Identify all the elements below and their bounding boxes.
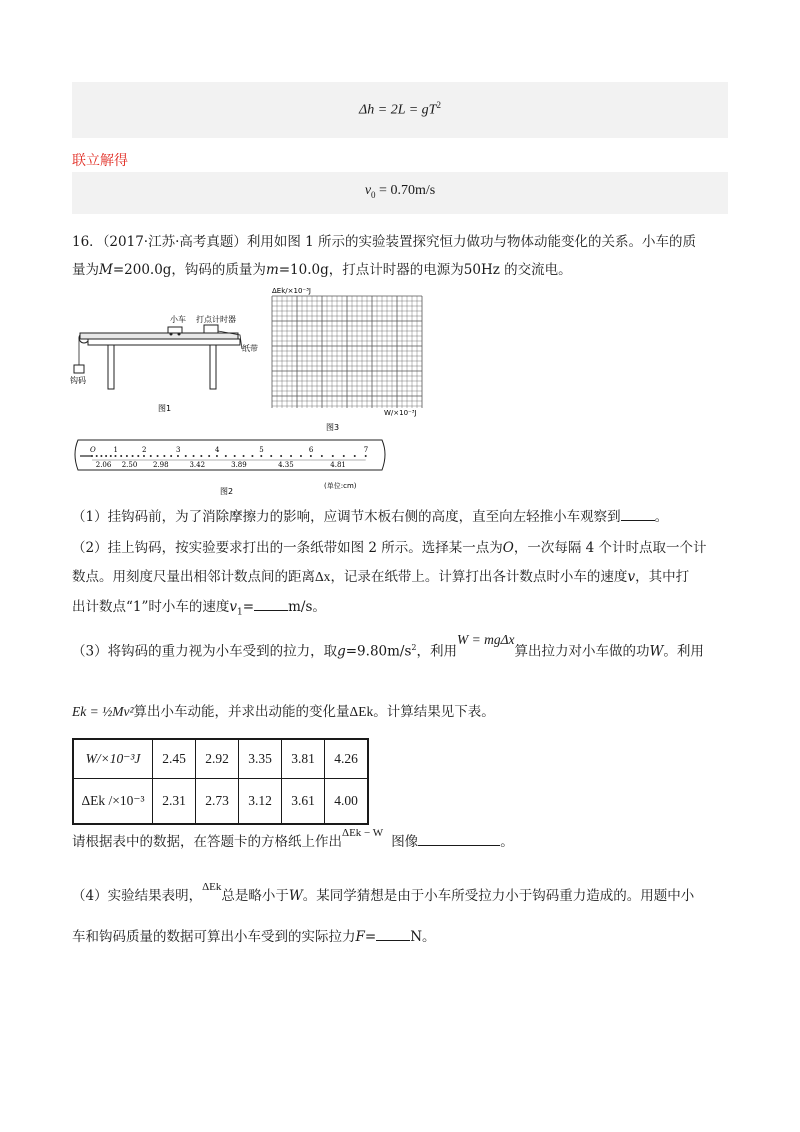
equation-box-1 — [72, 82, 728, 138]
answer-blank-q4[interactable] — [376, 940, 410, 941]
tape-point-label: 5 — [259, 446, 264, 454]
work-formula: W = mgΔx — [457, 631, 515, 647]
tape-dot — [177, 455, 179, 457]
tape-point-label: O — [90, 446, 96, 454]
tape-point-label: 3 — [175, 446, 181, 454]
table-cell: 3.81 — [282, 739, 325, 779]
table-leg-left — [108, 345, 114, 389]
tape-dot — [365, 455, 367, 457]
tape-segment-label: 3.89 — [231, 461, 247, 469]
tape-segment-label: 2.06 — [95, 461, 112, 469]
question-2-line-1: （2）挂上钩码，按实验要求打出的一条纸带如图 2 所示。选择某一点为O，一次每隔 4 个计时点取一个计 — [72, 540, 707, 556]
tape-dot — [200, 455, 202, 457]
tape-dot — [96, 455, 98, 457]
figure-2-caption: 图2 — [220, 487, 234, 496]
tape-dot — [251, 455, 253, 457]
question-2-line-3: 出计数点“1”时小车的速度$v_1= m/s$。 — [72, 599, 326, 618]
label-weight: 钩码 — [70, 376, 86, 385]
tape-point-label: 1 — [113, 446, 118, 454]
table-cell: 4.00 — [325, 779, 369, 825]
delta-ek-symbol-q4: ΔEk — [202, 881, 222, 893]
question-1: （1）挂钩码前，为了消除摩擦力的影响，应调节木板右侧的高度，直至向左轻推小车观察到 。 — [72, 509, 669, 525]
figure-2-tape — [70, 436, 390, 498]
timer — [204, 325, 218, 333]
tape-segment-label: 3.42 — [189, 461, 206, 469]
problem-line-1: 16．（2017·江苏·高考真题）利用如图 1 所示的实验装置探究恒力做功与物体动能变化的关系。小车的质 — [72, 234, 697, 250]
solve-label: 联立解得 — [72, 153, 128, 169]
label-tape: 纸带 — [242, 344, 258, 353]
tape-dot — [354, 455, 356, 457]
question-2-line-2: 数点。用刻度尺量出相邻计数点间的距离Δx，记录在纸带上。计算打出各计数点时小车的速度v，其中打 — [72, 569, 690, 585]
tape-dot — [193, 455, 195, 457]
tape-segment-label: 2.50 — [121, 461, 138, 469]
tape-dot — [343, 455, 345, 457]
table-cell: 4.26 — [325, 739, 369, 779]
tape-point-label: 7 — [363, 446, 369, 454]
tape-dot — [270, 455, 272, 457]
tape-dot — [132, 455, 134, 457]
tape-dot — [120, 455, 122, 457]
table-cell: 3.61 — [282, 779, 325, 825]
tape-dot — [310, 455, 312, 457]
table-cell: 2.92 — [196, 739, 239, 779]
figure-3-y-label: ΔEk/×10⁻³J — [272, 287, 311, 295]
equation-v0: $v_0 = 0.70m/s$ — [364, 183, 436, 200]
tape-dot — [225, 455, 227, 457]
tape-dot — [163, 455, 165, 457]
table-leg-right — [210, 345, 216, 389]
equation-box-2 — [72, 172, 728, 214]
weight — [74, 365, 84, 373]
tape-dot — [143, 455, 145, 457]
table-row — [73, 739, 368, 779]
tape-dot — [100, 455, 102, 457]
table-cell: 2.73 — [196, 779, 239, 825]
tape-segment-label: 2.98 — [152, 461, 169, 469]
tape-segment-label: 4.81 — [330, 461, 346, 469]
data-table — [72, 738, 369, 825]
tape-segment-label: 4.35 — [278, 461, 294, 469]
table-header-w: W/×10⁻³J — [73, 739, 153, 779]
tape-dot — [321, 455, 323, 457]
grid-lines — [272, 296, 422, 408]
tape-dot — [110, 455, 112, 457]
figure-1-caption: 图1 — [158, 404, 172, 413]
tape-dot — [332, 455, 334, 457]
tape-dot — [137, 455, 139, 457]
tape-dot — [216, 455, 218, 457]
label-timer: 打点计时器 — [196, 315, 236, 324]
tape-dot — [208, 455, 210, 457]
answer-blank-q3[interactable] — [418, 845, 500, 846]
tape-dot — [280, 455, 282, 457]
figure-3-x-label: W/×10⁻³J — [384, 409, 417, 417]
tape-dot — [126, 455, 128, 457]
tape-dot — [300, 455, 302, 457]
tape-dot — [243, 455, 245, 457]
figure-2-unit: (单位:cm) — [324, 482, 357, 490]
tape-point-label: 6 — [308, 446, 314, 454]
question-4-line-1: （4）实验结果表明，$^{\Delta Ek}$总是略小于W。某同学猜想是由于小车所受拉力小于钩码重力造成的。用题中小 — [72, 881, 695, 904]
table-row — [73, 779, 368, 825]
problem-line-2: 量为M=200.0g，钩码的质量为m=10.0g，打点计时器的电源为50Hz 的交流电。 — [72, 262, 572, 278]
table-cell: 3.12 — [239, 779, 282, 825]
table-cell: 2.45 — [153, 739, 196, 779]
tape-dot — [234, 455, 236, 457]
tape-dot — [170, 455, 172, 457]
answer-blank-q2[interactable] — [254, 610, 288, 611]
figure-1-apparatus — [70, 305, 260, 415]
question-3-line-1: （3）将钩码的重力视为小车受到的拉力，取$g=9.80m/s^2$，利用W = mgΔx算出拉力对小车做的功W。利用 — [72, 631, 704, 660]
table-header-dek: ΔEk /×10⁻³ — [73, 779, 153, 825]
figure-3-grid — [262, 284, 440, 434]
question-3-line-3: 请根据表中的数据，在答题卡的方格纸上作出$^{\Delta Ek - W}$图像 。 — [72, 827, 514, 850]
tape-dot — [290, 455, 292, 457]
tape-dot — [157, 455, 159, 457]
tape-point-label: 2 — [141, 446, 147, 454]
tape-dot — [105, 455, 107, 457]
label-car: 小车 — [170, 315, 186, 324]
table-top — [88, 339, 240, 345]
kinetic-energy-formula: Ek = ½Mv² — [72, 704, 134, 719]
delta-ek-symbol: ΔEk — [349, 704, 374, 719]
tape-dot — [114, 455, 116, 457]
tape-dot — [260, 455, 262, 457]
car — [168, 327, 182, 333]
question-4-line-2: 车和钩码质量的数据可算出小车受到的实际拉力F= N。 — [72, 929, 436, 945]
board — [80, 333, 238, 339]
question-3-line-2: Ek = ½Mv²算出小车动能，并求出动能的变化量ΔEk。计算结果见下表。 — [72, 704, 495, 720]
tape-dot — [150, 455, 152, 457]
answer-blank-q1[interactable] — [621, 520, 655, 521]
tape-dot — [185, 455, 187, 457]
figure-3-caption: 图3 — [326, 423, 340, 432]
table-cell: 2.31 — [153, 779, 196, 825]
graph-symbol: ΔEk − W — [342, 827, 384, 839]
table-cell: 3.35 — [239, 739, 282, 779]
tape-point-label: 4 — [214, 446, 220, 454]
equation-delta-h: $\Delta h = 2L = gT^2$ — [359, 100, 441, 118]
